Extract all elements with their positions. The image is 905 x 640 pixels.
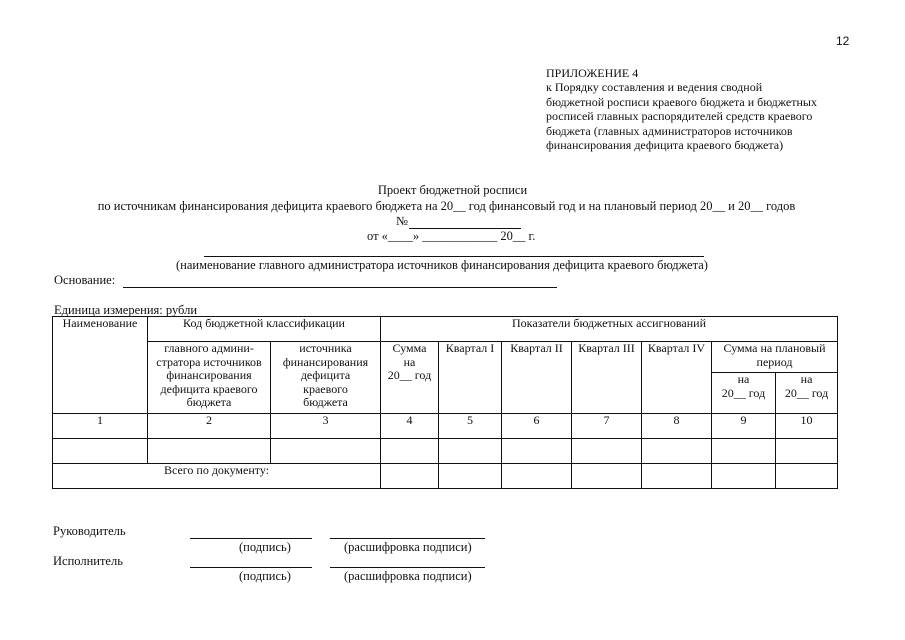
budget-table (52, 316, 838, 489)
code-group-header: Код бюджетной классификации (148, 317, 381, 342)
basis-line (123, 287, 557, 288)
document-subtitle: по источникам финансирования дефицита краевого бюджета на 20__ год финансовый год и на плановый период 20__ и 20__ годов (97, 199, 796, 213)
column-number: 7 (572, 414, 642, 439)
total-label: Всего по документу: (53, 464, 381, 489)
appendix-line: бюджетной росписи краевого бюджета и бюджетных (546, 94, 817, 109)
column-number: 5 (439, 414, 502, 439)
date-line: от «____» ____________ 20__ г. (367, 229, 536, 243)
table-cell (642, 464, 712, 489)
table-cell (572, 439, 642, 464)
admin-name-line (204, 256, 704, 257)
table-cell (148, 439, 271, 464)
quarter-2-header: Квартал II (502, 342, 572, 414)
signature-caption: (подпись) (239, 540, 291, 554)
admin-caption: (наименование главного администратора источников финансирования дефицита краевого бюджета) (176, 258, 708, 272)
page-number: 12 (836, 34, 850, 48)
signature-decode-caption: (расшифровка подписи) (344, 569, 472, 583)
signature-decode-line (330, 538, 485, 539)
appendix-line: к Порядку составления и ведения сводной (546, 80, 763, 95)
planned-year-1-header: на 20__ год (712, 373, 776, 414)
column-number: 8 (642, 414, 712, 439)
signature-decode-line (330, 567, 485, 568)
indicators-group-header: Показатели бюджетных ассигнований (381, 317, 838, 342)
basis-label: Основание: (54, 273, 116, 287)
table-cell (776, 464, 838, 489)
table-cell (381, 464, 439, 489)
appendix-block (546, 66, 817, 152)
table-cell (439, 464, 502, 489)
signature-line (190, 538, 312, 539)
table-cell (53, 439, 148, 464)
source-code-header: источника финансирования дефицита краевого бюджета (271, 342, 381, 414)
column-number: 2 (148, 414, 271, 439)
column-number: 1 (53, 414, 148, 439)
column-number: 6 (502, 414, 572, 439)
appendix-line: финансирования дефицита краевого бюджета) (546, 138, 784, 153)
signature-role: Руководитель (53, 524, 126, 538)
table-cell (271, 439, 381, 464)
planned-year-2-header: на 20__ год (776, 373, 838, 414)
total-row (53, 464, 838, 489)
column-number: 3 (271, 414, 381, 439)
table-cell (642, 439, 712, 464)
appendix-title: ПРИЛОЖЕНИЕ 4 (546, 66, 639, 80)
number-label: № (396, 214, 408, 228)
signature-decode-caption: (расшифровка подписи) (344, 540, 472, 554)
quarter-4-header: Квартал IV (642, 342, 712, 414)
col-name-header: Наименование (53, 317, 148, 414)
table-cell (712, 464, 776, 489)
quarter-1-header: Квартал I (439, 342, 502, 414)
signature-role: Исполнитель (53, 554, 123, 568)
table-row (53, 439, 838, 464)
table-cell (712, 439, 776, 464)
document-title: Проект бюджетной росписи (377, 183, 528, 197)
column-number: 4 (381, 414, 439, 439)
signature-caption: (подпись) (239, 569, 291, 583)
column-number: 10 (776, 414, 838, 439)
quarter-3-header: Квартал III (572, 342, 642, 414)
admin-code-header: главного админи- стратора источников финансирования дефицита краевого бюджета (148, 342, 271, 414)
signature-line (190, 567, 312, 568)
planned-period-header: Сумма на плановый период (712, 342, 838, 373)
appendix-line: росписей главных распорядителей средств краевого (546, 109, 813, 124)
table-cell (381, 439, 439, 464)
table-cell (502, 439, 572, 464)
table-cell (439, 439, 502, 464)
table-cell (572, 464, 642, 489)
unit-label: Единица измерения: рубли (54, 303, 198, 317)
column-number: 9 (712, 414, 776, 439)
appendix-line: бюджета (главных администраторов источников (546, 123, 793, 138)
table-cell (502, 464, 572, 489)
sum-header: Сумма на 20__ год (381, 342, 439, 414)
table-cell (776, 439, 838, 464)
